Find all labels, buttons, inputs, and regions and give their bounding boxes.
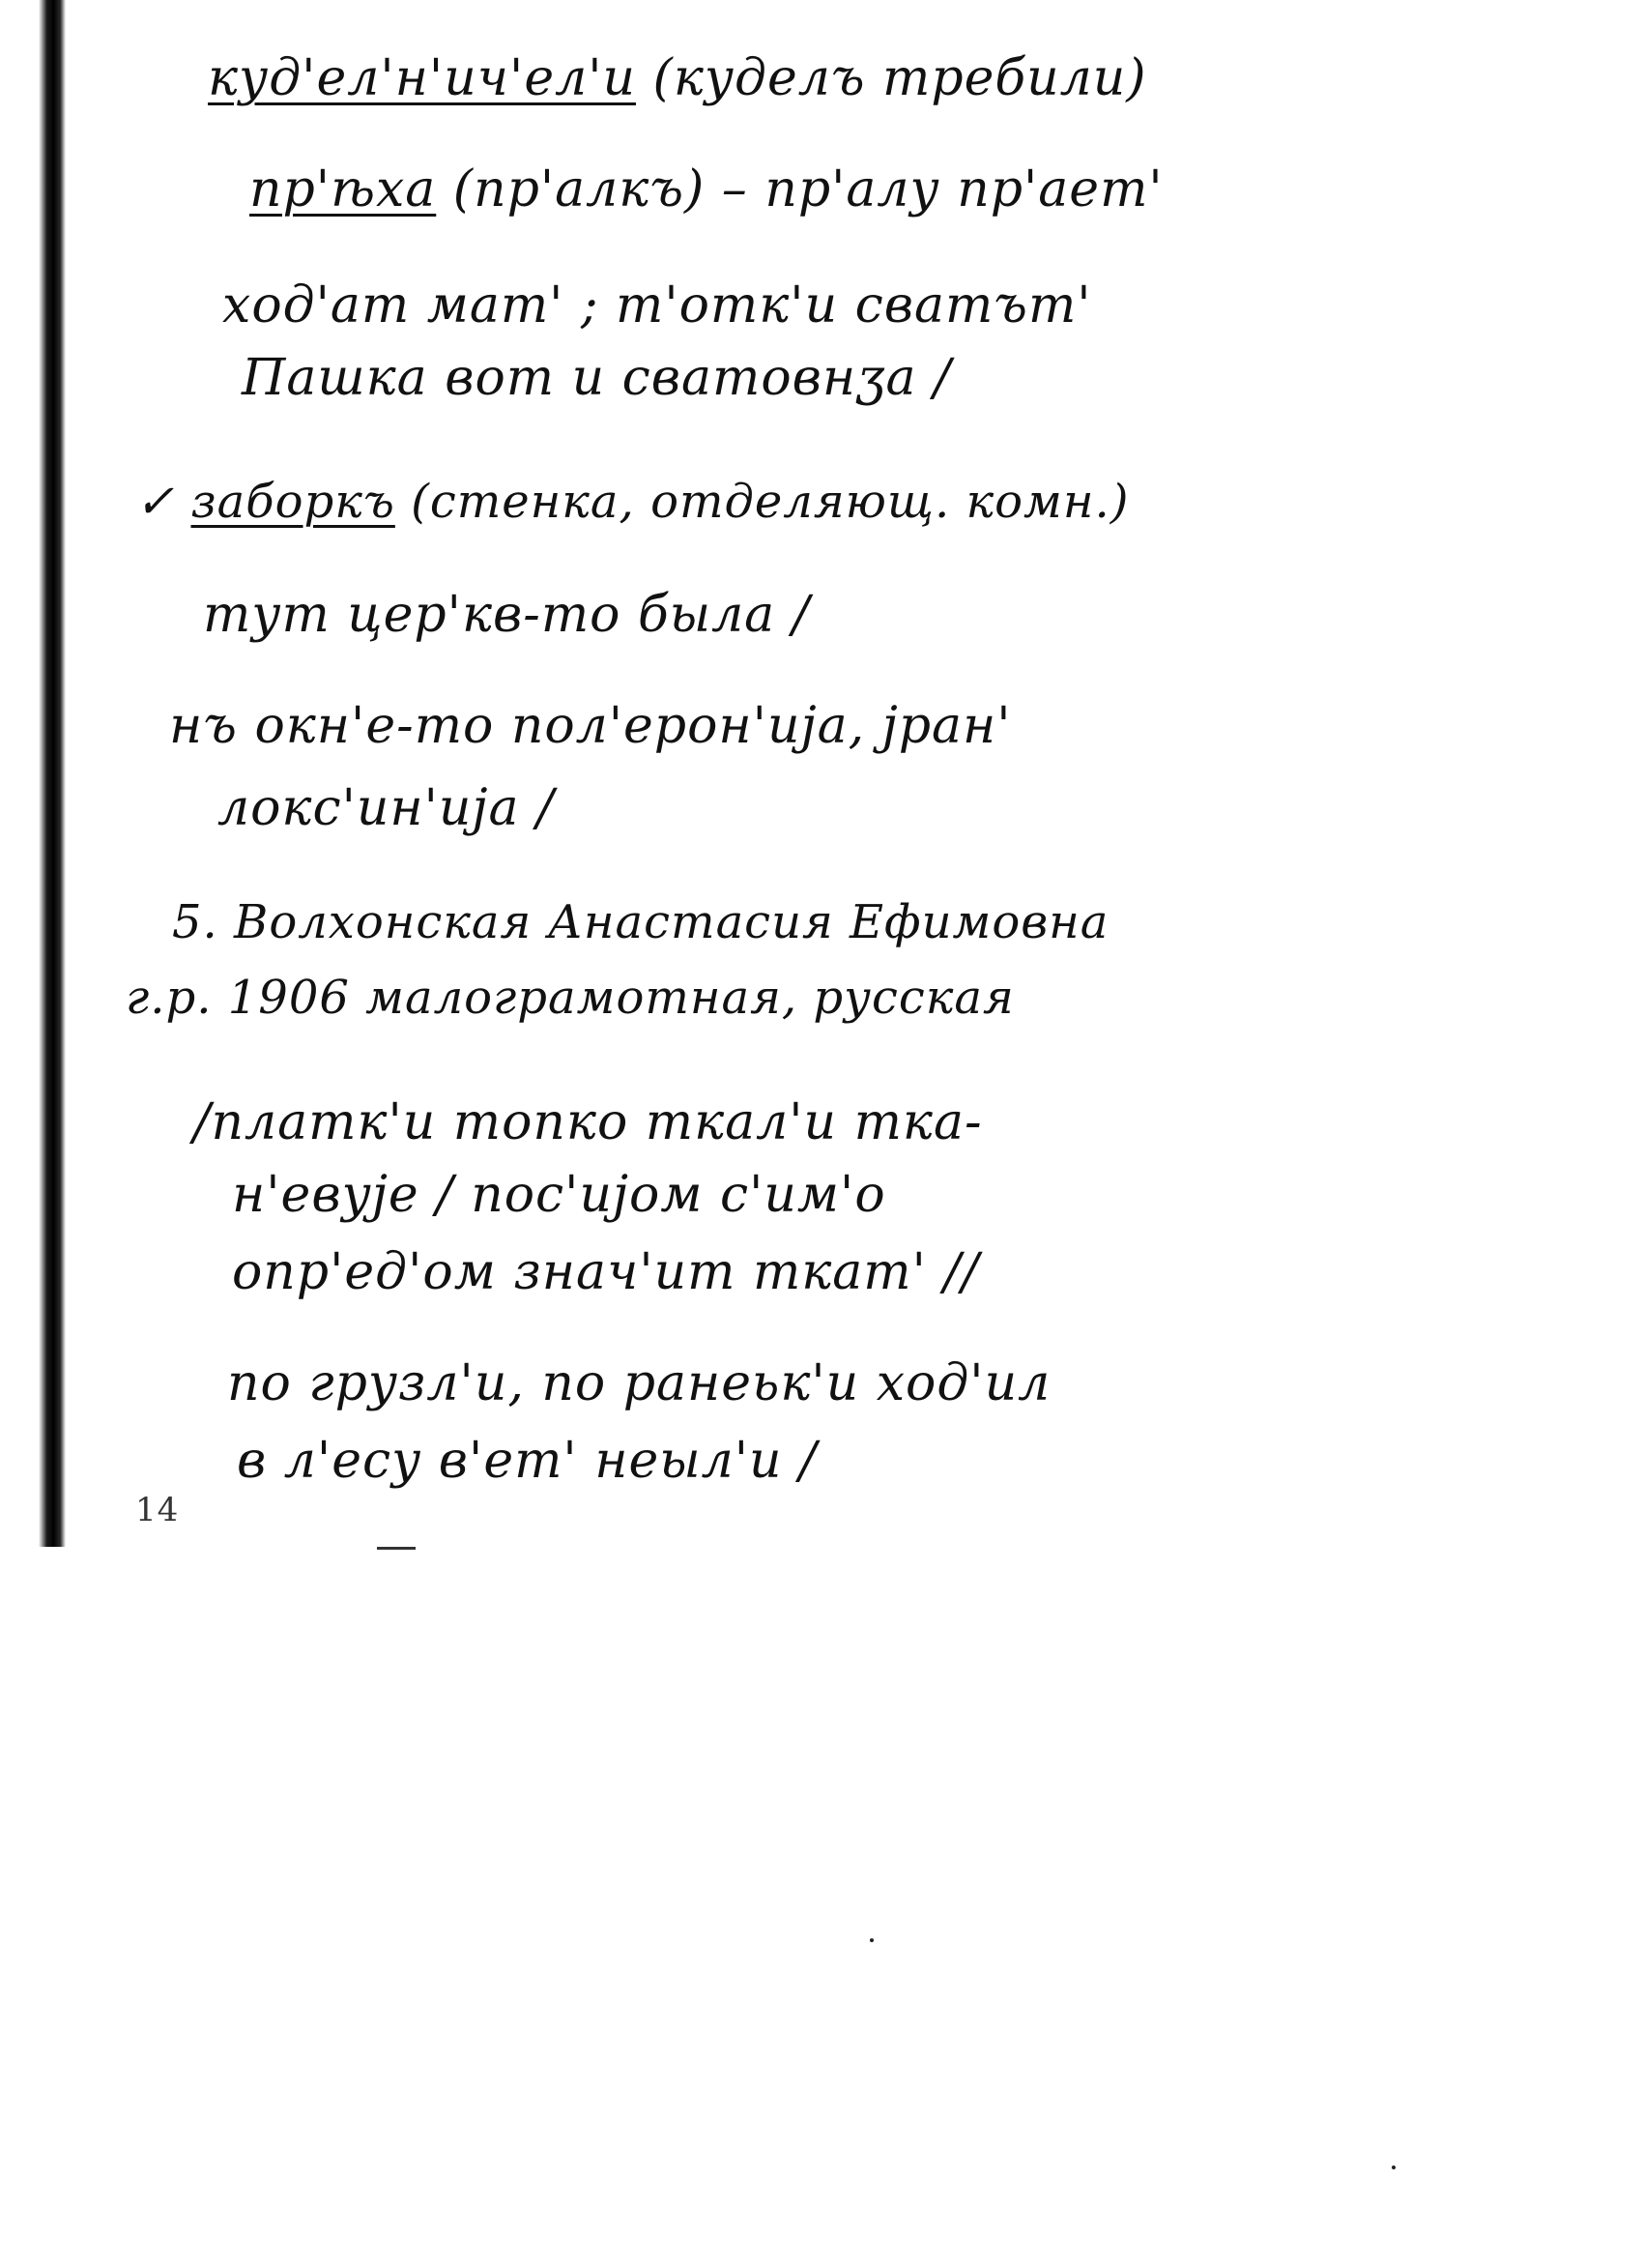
entry-gloss: (куделъ требили) bbox=[636, 49, 1147, 107]
page-number: 14 bbox=[135, 1491, 180, 1529]
speaker-info-line: г.р. 1906 малограмотная, русская bbox=[126, 971, 1015, 1025]
manuscript-line-5 bbox=[135, 475, 1130, 529]
manuscript-line-11: /платк'и топко ткал'и тка- bbox=[193, 1093, 983, 1151]
manuscript-line-4: Пашка вот и сватовнӡа / bbox=[242, 349, 952, 407]
entry-term: пр'ѣха bbox=[249, 160, 437, 218]
scan-speck bbox=[1392, 2166, 1396, 2169]
manuscript-line-1 bbox=[208, 49, 1147, 107]
entry-term: заборкъ bbox=[190, 475, 395, 529]
dash-mark bbox=[377, 1547, 416, 1550]
manuscript-line-6: тут цер'кв-то была / bbox=[203, 586, 811, 644]
entry-gloss: (пр'алкъ) – пр'алу пр'ает' bbox=[436, 160, 1164, 218]
manuscript-line-3: ход'ат мат' ; т'отк'и сватът' bbox=[222, 276, 1092, 334]
speaker-name-line: 5. Волхонская Анастасия Ефимовна bbox=[172, 895, 1110, 949]
entry-gloss: (стенка, отделяющ. комн.) bbox=[394, 475, 1130, 529]
manuscript-line-13: опр'ед'ом знач'ит ткат' // bbox=[232, 1243, 980, 1301]
manuscript-line-14: по грузл'и, по ранеьк'и ход'ил bbox=[227, 1354, 1052, 1412]
manuscript-line-2 bbox=[249, 160, 1164, 218]
manuscript-line-8: локс'ин'иjа / bbox=[217, 779, 555, 837]
manuscript-line-12: н'евуjе / пос'иjом с'им'о bbox=[232, 1166, 886, 1224]
scan-speck bbox=[870, 1938, 874, 1942]
binding-edge bbox=[39, 0, 66, 1547]
manuscript-line-7: нъ окн'е-то пол'ерон'иjа, jран' bbox=[169, 697, 1012, 755]
entry-term: куд'ел'н'ич'ел'и bbox=[208, 49, 636, 107]
check-mark: ✓ bbox=[135, 475, 191, 529]
manuscript-line-15: в л'есу в'ет' неыл'и / bbox=[237, 1432, 818, 1490]
